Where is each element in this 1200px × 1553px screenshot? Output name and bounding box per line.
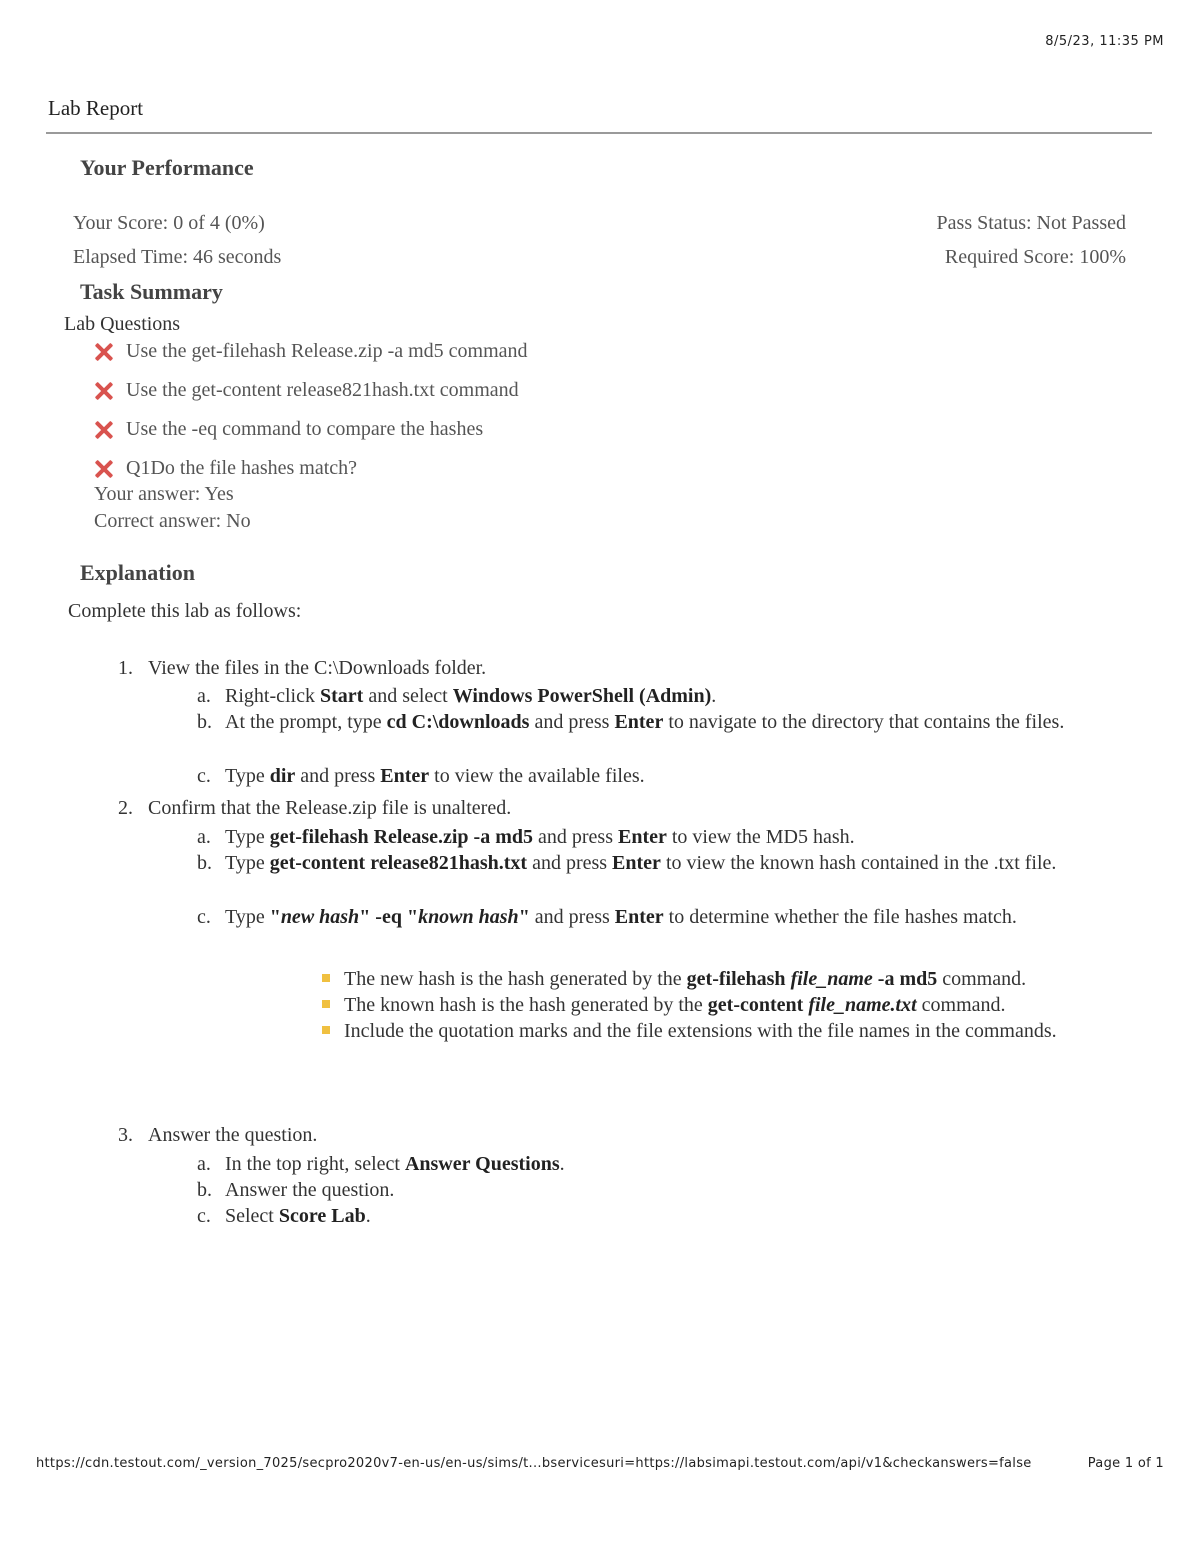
fail-x-icon (94, 459, 114, 479)
task-item-label: Use the -eq command to compare the hashes (126, 418, 484, 440)
your-answer: Your answer: Yes (94, 483, 234, 505)
print-date: 8/5/23, 11:35 PM (1045, 34, 1164, 49)
step-3a: a. In the top right, select Answer Questions. (197, 1153, 565, 1175)
task-summary-heading: Task Summary (80, 279, 223, 304)
step-2: 2. Confirm that the Release.zip file is unaltered. (118, 797, 512, 819)
page-number: Page 1 of 1 (1087, 1456, 1164, 1471)
explanation-heading: Explanation (80, 560, 195, 585)
step-1b: b. At the prompt, type cd C:\downloads and press Enter to navigate to the directory that contains the files. (197, 711, 1065, 733)
task-item-label: Use the get-content release821hash.txt command (126, 379, 519, 401)
step-1c: c. Type dir and press Enter to view the available files. (197, 765, 645, 787)
step-3c: c. Select Score Lab. (197, 1205, 371, 1227)
task-item (94, 340, 528, 363)
correct-answer: Correct answer: No (94, 510, 251, 532)
step-1a: a. Right-click Start and select Windows PowerShell (Admin). (197, 685, 717, 707)
fail-x-icon (94, 342, 114, 362)
elapsed-time: Elapsed Time: 46 seconds (73, 246, 282, 268)
footer-url: https://cdn.testout.com/_version_7025/secpro2020v7-en-us/en-us/sims/t...bservicesuri=https://labsimapi.testout.com/api/v1&checkanswers=false (36, 1456, 1032, 1471)
task-item-label: Use the get-filehash Release.zip -a md5 command (126, 340, 528, 362)
lab-questions-label: Lab Questions (64, 313, 181, 335)
step-1: 1. View the files in the C:\Downloads folder. (118, 657, 487, 679)
bullet-square-icon (322, 974, 330, 982)
step-2a: a. Type get-filehash Release.zip -a md5 and press Enter to view the MD5 hash. (197, 826, 855, 848)
task-item (94, 379, 519, 402)
bullet-square-icon (322, 1000, 330, 1008)
step-3b: b. Answer the question. (197, 1179, 395, 1201)
task-item (94, 418, 483, 441)
page-title: Lab Report (48, 96, 144, 120)
pass-status: Pass Status: Not Passed (936, 212, 1126, 234)
task-item-label: Q1Do the file hashes match? (126, 457, 358, 479)
fail-x-icon (94, 381, 114, 401)
task-item (94, 457, 357, 480)
required-score: Required Score: 100% (944, 246, 1126, 268)
step-3: 3. Answer the question. (118, 1124, 318, 1146)
fail-x-icon (94, 420, 114, 440)
step-2b: b. Type get-content release821hash.txt and press Enter to view the known hash contained in the .txt file. (197, 852, 1057, 874)
explanation-intro: Complete this lab as follows: (68, 600, 302, 622)
step-2c: c. Type "new hash" -eq "known hash" and press Enter to determine whether the file hashes match. (197, 906, 1017, 928)
performance-heading: Your Performance (80, 155, 254, 180)
bullet-square-icon (322, 1026, 330, 1034)
title-divider (46, 132, 1152, 134)
your-score: Your Score: 0 of 4 (0%) (73, 212, 265, 234)
